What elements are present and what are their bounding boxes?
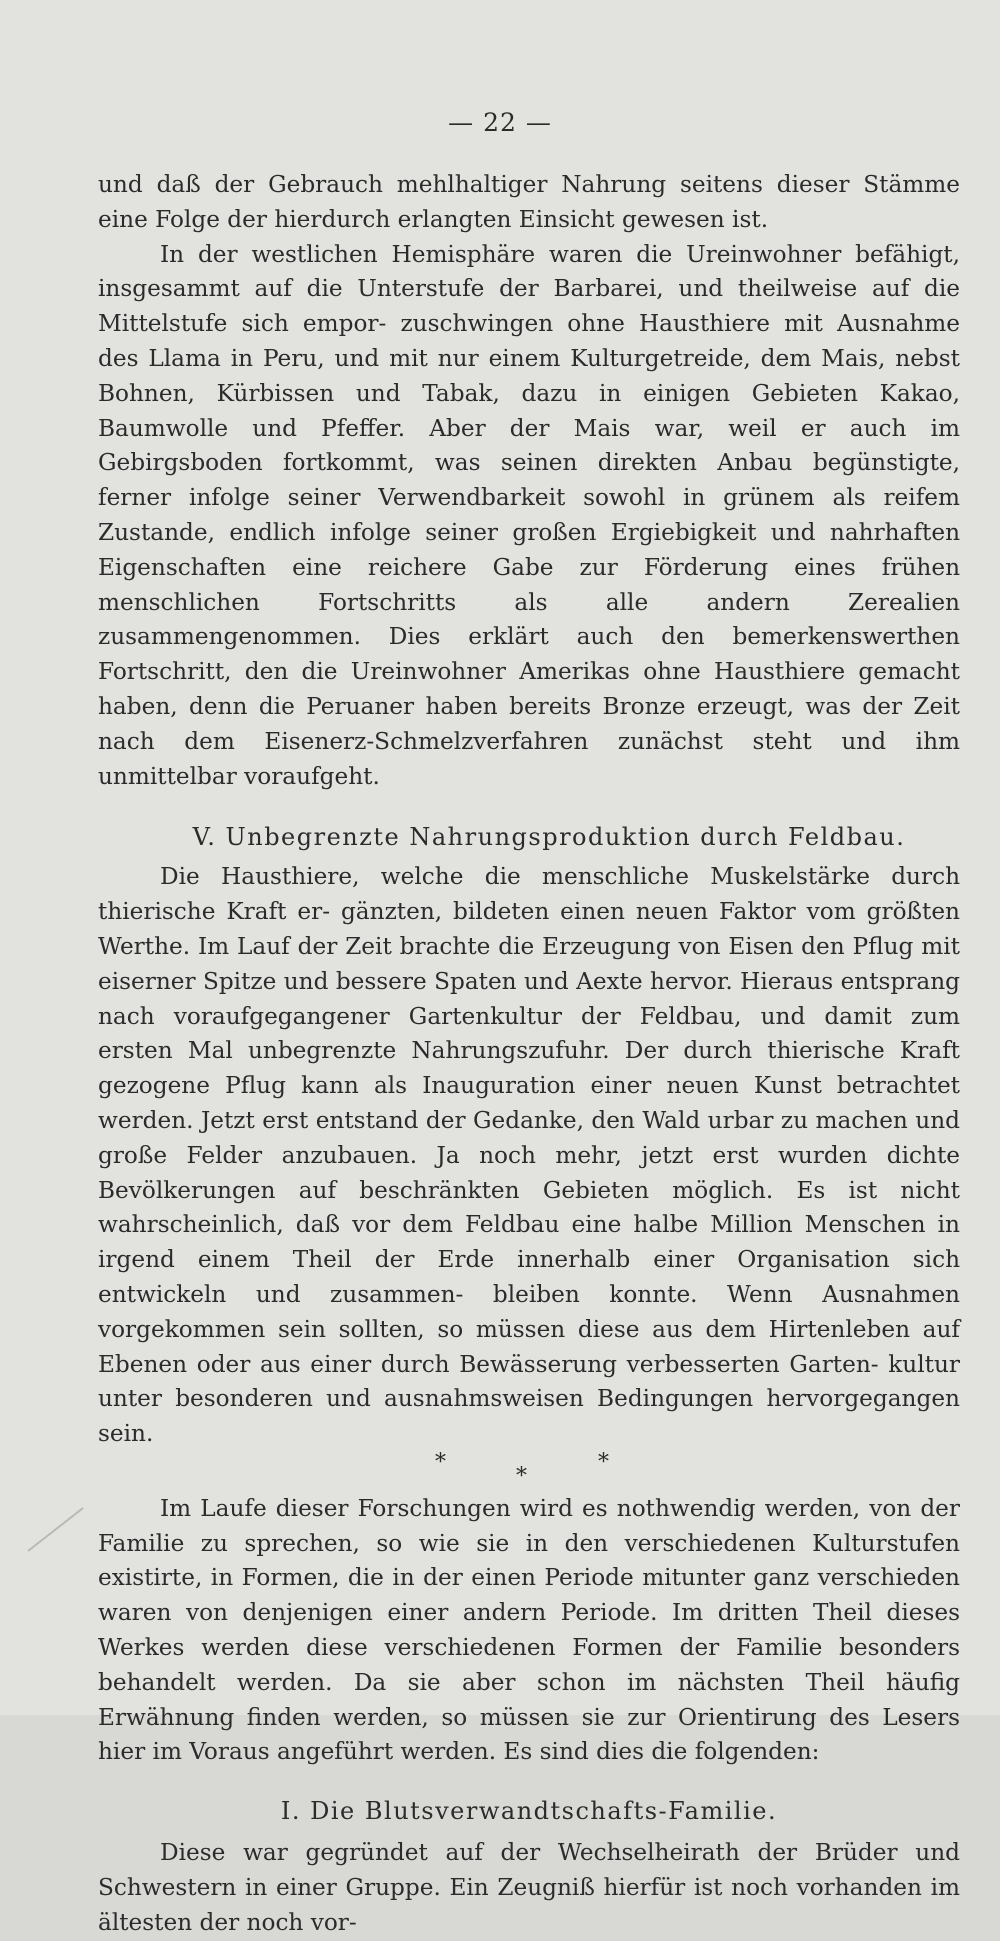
page-number: — 22 — (448, 108, 552, 137)
paragraph-family-forms: Im Laufe dieser Forschungen wird es nothwendig werden, von der Familie zu sprechen, so wie sie in den verschiedenen Kulturstufen existirte, in Formen, die in der einen Periode mitunter ganz verschieden waren von denjenigen einer andern Periode. Im dritten Theil dieses Werkes werden diese verschiedenen Formen der Familie besonders behandelt werden. Da sie aber schon im nächsten Theil häufig Erwähnung finden werden, so müssen sie zur Orientirung des Lesers hier im Voraus angeführt werden. Es sind dies die folgenden: (98, 1494, 960, 1766)
paragraph-western-hemisphere: In der westlichen Hemisphäre waren die Ureinwohner befähigt, insgesammt auf die Unterstufe der Barbarei, und theilweise auf die Mittelstufe sich empor- zuschwingen ohne Hausthiere mit Ausnahme des Llama in Peru, und mit nur einem Kulturgetreide, dem Mais, nebst Bohnen, Kürbissen und Tabak, dazu in einigen Gebieten Kakao, Baumwolle und Pfeffer. Aber der Mais war, weil er auch im Gebirgsboden fortkommt, was seinen direkten Anbau begünstigte, ferner infolge seiner Verwendbarkeit sowohl in grünem als reifem Zustande, endlich infolge seiner großen Ergiebigkeit und nahrhaften Eigenschaften eine reichere Gabe zur Förderung eines frühen menschlichen Fortschritts als alle andern Zerealien zusammengenommen. Dies erklärt auch den bemerkenswerthen Fortschritt, den die Ureinwohner Amerikas ohne Hausthiere gemacht haben, denn die Peruaner haben bereits Bronze erzeugt, was der Zeit nach dem Eisenerz-Schmelzverfahren zunächst steht und ihm unmittelbar voraufgeht. (98, 240, 960, 790)
paper-scratch-mark (27, 1507, 83, 1552)
asterisk-left: * (435, 1449, 446, 1475)
page-body (98, 168, 960, 1941)
paragraph-domestic-animals: Die Hausthiere, welche die menschliche Muskelstärke durch thierische Kraft er- gänzten, bildeten einen neuen Faktor vom größten Werthe. Im Lauf der Zeit brachte die Erzeugung von Eisen den Pflug mit eiserner Spitze und bessere Spaten und Aexte hervor. Hieraus entsprang nach voraufgegangener Gartenkultur der Feldbau, und damit zum ersten Mal unbegrenzte Nahrungszufuhr. Der durch thierische Kraft gezogene Pflug kann als Inauguration einer neuen Kunst betrachtet werden. Jetzt erst entstand der Gedanke, den Wald urbar zu machen und große Felder anzubauen. Ja noch mehr, jetzt erst wurden dichte Bevölkerungen auf beschränkten Gebieten möglich. Es ist nicht wahrscheinlich, daß vor dem Feldbau eine halbe Million Menschen in irgend einem Theil der Erde innerhalb einer Organisation sich entwickeln und zusammen- bleiben konnte. Wenn Ausnahmen vorgekommen sein sollten, so müssen diese aus dem Hirtenleben auf Ebenen oder aus einer durch Bewässerung verbesserten Garten- kultur unter besonderen und ausnahmsweisen Bedingungen hervorgegangen sein. (98, 863, 960, 1448)
paragraph-consanguine-family: Diese war gegründet auf der Wechselheirath der Brüder und Schwestern in einer Gruppe. Ein Zeugniß hierfür ist noch vorhanden im ältesten der noch vor- (98, 1839, 960, 1936)
asterisk-right: * (598, 1449, 609, 1475)
paragraph-continuation: und daß der Gebrauch mehlhaltiger Nahrung seitens dieser Stämme eine Folge der hierdurch erlangten Einsicht gewesen ist. (98, 171, 960, 233)
asterisk-middle: * (516, 1463, 527, 1489)
section-heading-i: I. Die Blutsverwandtschafts-Familie. (280, 1797, 778, 1826)
section-divider-asterisks (98, 1449, 960, 1492)
section-heading-v: V. Unbegrenzte Nahrungsproduktion durch Feldbau. (192, 823, 906, 852)
